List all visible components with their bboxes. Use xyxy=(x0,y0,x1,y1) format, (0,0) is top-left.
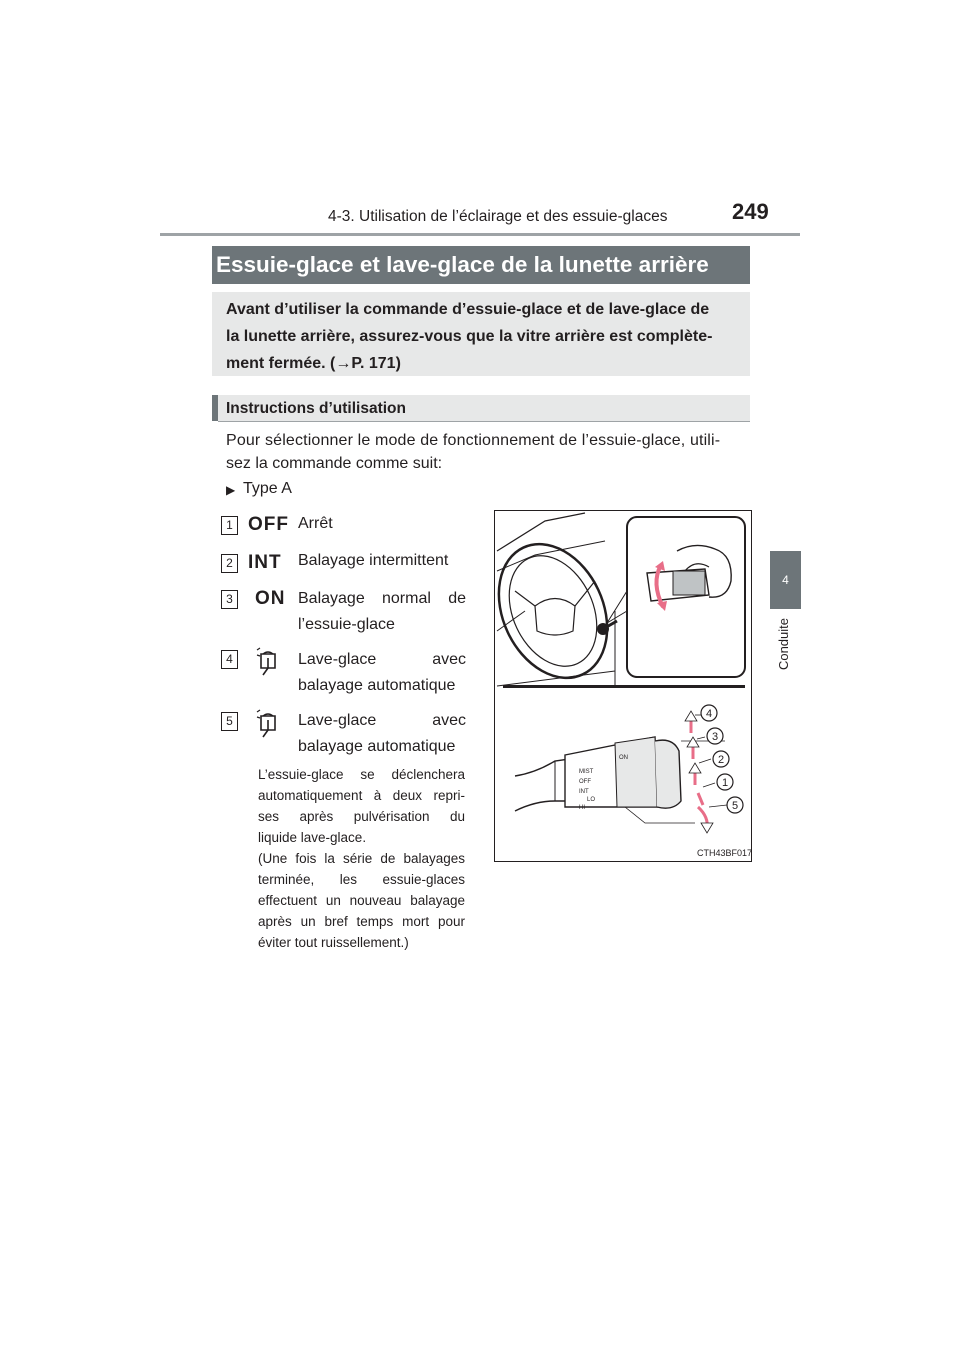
item-number: 1 xyxy=(221,516,238,535)
switch-label-mist: MIST xyxy=(579,769,594,775)
auto-wipe-note xyxy=(258,764,465,953)
item-number: 4 xyxy=(221,650,238,669)
note-line: (Une fois la série de balayages xyxy=(258,851,465,866)
body-line: Pour sélectionner le mode de fonctionnement de l’essuie-glace, utili- xyxy=(226,432,721,449)
chapter-tab: 4 xyxy=(770,551,801,609)
header-rule xyxy=(160,233,800,236)
figure-code: CTH43BF017 xyxy=(697,848,753,858)
switch-label-on: ON xyxy=(619,755,628,761)
callout-4: 4 xyxy=(705,708,713,720)
note-line: liquide lave-glace. xyxy=(258,830,367,845)
item-description: Arrêt xyxy=(298,515,333,532)
page-number: 249 xyxy=(732,199,769,224)
page-title: Essuie-glace et lave-glace de la lunette arrière xyxy=(216,252,709,277)
item-number: 2 xyxy=(221,554,238,573)
note-line: ses après pulvérisation du xyxy=(258,809,465,824)
switch-label-off: OFF xyxy=(579,779,591,785)
callout-2: 2 xyxy=(717,754,725,766)
note-line: L’essuie-glace se déclenchera xyxy=(258,767,465,782)
note-line: terminée, les essuie-glaces xyxy=(258,872,465,887)
intro-line: Avant d’utiliser la commande d’essuie-glace et de lave-glace de xyxy=(226,301,710,318)
intro-line: la lunette arrière, assurez-vous que la vitre arrière est complète- xyxy=(226,328,713,345)
on-mode-label: ON xyxy=(255,588,286,609)
item-description: Balayage normal de xyxy=(298,590,466,607)
callout-5: 5 xyxy=(731,800,739,812)
triangle-bullet-icon: ▶ xyxy=(226,483,236,497)
rear-washer-icon xyxy=(254,646,282,676)
off-mode-label: OFF xyxy=(248,514,289,535)
subheading: Instructions d’utilisation xyxy=(226,400,406,417)
switch-label-hi: HI xyxy=(579,805,585,811)
switch-label-lo: LO xyxy=(587,797,596,803)
item-description: Lave-glace avec xyxy=(298,651,466,668)
wiper-switch-illustration xyxy=(494,510,752,862)
item-description: balayage automatique xyxy=(298,677,456,694)
item-description: Balayage intermittent xyxy=(298,552,449,569)
item-description: Lave-glace avec xyxy=(298,712,466,729)
note-line: automatiquement à deux repri- xyxy=(258,788,465,803)
illustration-drawing xyxy=(495,511,751,861)
item-description: l’essuie-glace xyxy=(298,616,395,633)
callout-3: 3 xyxy=(711,731,719,743)
int-mode-label: INT xyxy=(248,552,282,573)
subheading-rule xyxy=(218,421,750,422)
chapter-label: Conduite xyxy=(776,618,791,671)
note-line: après un bref temps mort pour xyxy=(258,914,465,929)
rear-washer-icon xyxy=(254,708,282,738)
note-line: effectuent un nouveau balayage xyxy=(258,893,465,908)
subheading-stripe xyxy=(212,395,218,421)
item-number: 3 xyxy=(221,590,238,609)
type-label: Type A xyxy=(243,480,292,497)
switch-label-int: INT xyxy=(579,789,589,795)
header-section-title: 4-3. Utilisation de l’éclairage et des essuie-glaces xyxy=(328,208,668,225)
intro-line: ment fermée. (→P. 171) xyxy=(226,355,401,372)
body-line: sez la commande comme suit: xyxy=(226,455,443,472)
item-description: balayage automatique xyxy=(298,738,456,755)
callout-1: 1 xyxy=(721,777,729,789)
item-number: 5 xyxy=(221,712,238,731)
note-line: éviter tout ruissellement.) xyxy=(258,935,409,950)
